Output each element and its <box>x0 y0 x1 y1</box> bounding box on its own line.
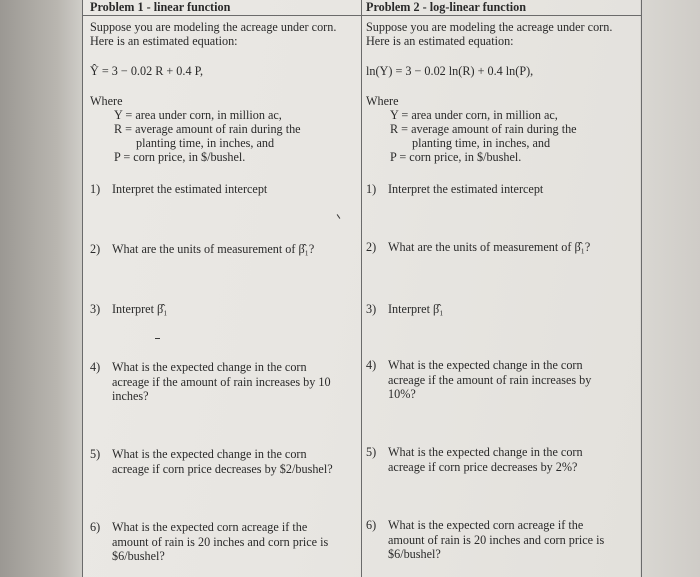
question-text: Interpret the estimated intercept <box>112 182 268 196</box>
question-number: 2) <box>90 242 101 256</box>
problem-1-equation: Ŷ = 3 − 0.02 R + 0.4 P, <box>90 64 204 78</box>
problem-2-intro-line-2: Here is an estimated equation: <box>366 34 514 48</box>
problem-1-intro-line-1: Suppose you are modeling the acreage under corn. <box>90 20 337 34</box>
question-text-line: What is the expected change in the corn <box>388 358 583 372</box>
table-border-left <box>82 0 83 577</box>
problem-2-where-label: Where <box>366 94 399 108</box>
table-column-divider <box>361 0 362 577</box>
question-text-line: What is the expected change in the corn <box>112 447 307 461</box>
question-text: What are the units of measurement of β̂₁? <box>388 240 591 254</box>
question-text-line: What is the expected change in the corn <box>388 445 583 459</box>
problem-2-question-1 <box>366 182 636 198</box>
question-text-line: amount of rain is 20 inches and corn price is <box>388 532 605 547</box>
problem-2-question-4 <box>366 358 636 404</box>
question-text-line: What is the expected corn acreage if the <box>388 518 584 532</box>
table-border-right <box>641 0 642 577</box>
question-number: 5) <box>366 445 377 459</box>
question-number: 3) <box>90 302 101 316</box>
page-edge-left <box>0 0 82 577</box>
problem-2-def-r: R = average amount of rain during the <box>390 122 577 136</box>
problem-1-question-3 <box>90 302 358 318</box>
question-text: Interpret the estimated intercept <box>388 182 544 196</box>
problem-2-equation: ln(Y) = 3 − 0.02 ln(R) + 0.4 ln(P), <box>366 64 534 78</box>
problem-2-def-y: Y = area under corn, in million ac, <box>390 108 558 122</box>
problem-2-question-2 <box>366 240 636 256</box>
question-number: 6) <box>90 520 101 534</box>
problem-2-def-p: P = corn price, in $/bushel. <box>390 150 522 164</box>
question-number: 2) <box>366 240 377 254</box>
problem-2-question-6 <box>366 518 636 564</box>
question-text-line: What is the expected corn acreage if the <box>112 520 308 534</box>
question-text-line: acreage if corn price decreases by 2%? <box>388 459 578 474</box>
problem-1-question-1 <box>90 182 358 198</box>
problem-2-question-3 <box>366 302 636 318</box>
problem-1-where-label: Where <box>90 94 123 108</box>
problem-2-def-r-cont: planting time, in inches, and <box>412 136 551 150</box>
problem-1-def-y: Y = area under corn, in million ac, <box>114 108 282 122</box>
table-header-rule <box>82 15 641 16</box>
question-number: 1) <box>366 182 377 196</box>
question-text-line: $6/bushel? <box>112 549 165 563</box>
problem-1-def-r-cont: planting time, in inches, and <box>136 136 275 150</box>
problem-1-question-6 <box>90 520 358 566</box>
question-text-line: $6/bushel? <box>388 547 441 561</box>
question-text-line: inches? <box>112 389 149 403</box>
question-number: 4) <box>90 360 101 374</box>
pen-mark <box>155 338 160 339</box>
question-text-line: 10%? <box>388 387 416 401</box>
question-number: 4) <box>366 358 377 372</box>
problem-1-intro-line-2: Here is an estimated equation: <box>90 34 238 48</box>
page-edge-right <box>640 0 700 577</box>
question-text-line: amount of rain is 20 inches and corn price is <box>112 534 329 549</box>
problem-2-question-5 <box>366 445 636 477</box>
problem-1-question-5 <box>90 447 358 479</box>
question-text: Interpret β̂₁ <box>112 302 168 316</box>
problem-2-intro-line-1: Suppose you are modeling the acreage under corn. <box>366 20 613 34</box>
question-text: What are the units of measurement of β̂₁? <box>112 242 315 256</box>
question-text-line: acreage if corn price decreases by $2/bushel? <box>112 461 333 476</box>
question-number: 3) <box>366 302 377 316</box>
question-number: 5) <box>90 447 101 461</box>
problem-2-title: Problem 2 - log-linear function <box>366 0 527 14</box>
question-number: 1) <box>90 182 101 196</box>
problem-1-question-4 <box>90 360 358 406</box>
problem-1-title: Problem 1 - linear function <box>90 0 231 14</box>
question-text-line: What is the expected change in the corn <box>112 360 307 374</box>
question-text-line: acreage if the amount of rain increases by 10 <box>112 374 331 389</box>
question-text: Interpret β̂₁ <box>388 302 444 316</box>
problem-1-def-p: P = corn price, in $/bushel. <box>114 150 246 164</box>
problem-1-question-2 <box>90 242 358 258</box>
question-text-line: acreage if the amount of rain increases by <box>388 372 592 387</box>
question-number: 6) <box>366 518 377 532</box>
problem-1-def-r: R = average amount of rain during the <box>114 122 301 136</box>
